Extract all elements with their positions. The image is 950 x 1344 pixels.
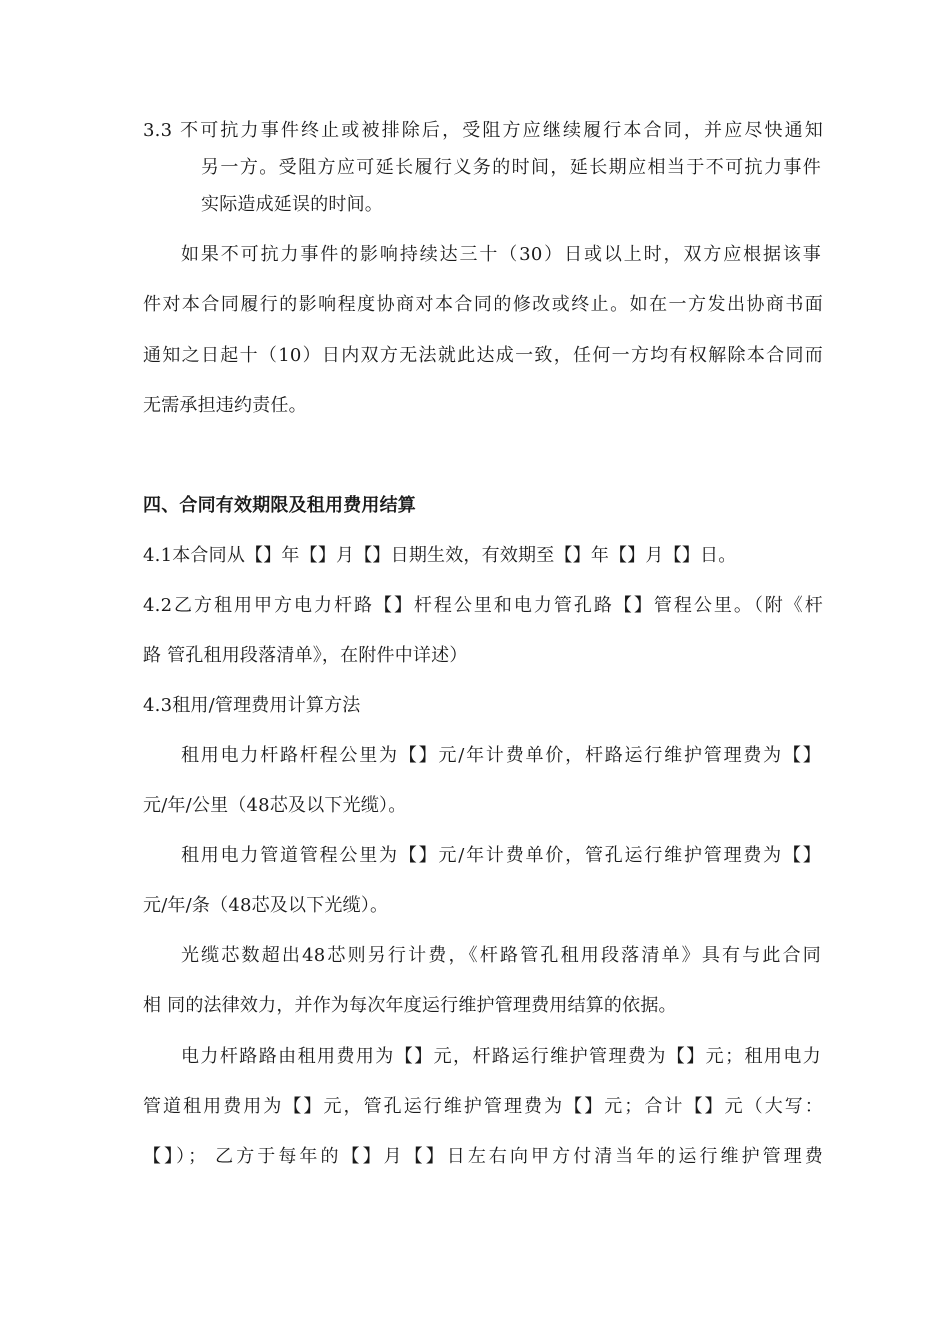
pole-rental-line-1: 租用电力杆路杆程公里为【】元/年计费单价，杆路运行维护管理费为【】	[181, 745, 821, 766]
cable-cores-line-1: 光缆芯数超出48芯则另行计费，《杆路管孔租用段落清单》具有与此合同	[181, 945, 821, 966]
total-fees-line-2: 管道租用费用为【】元，管孔运行维护管理费为【】元；合计【】元（大写：	[143, 1096, 823, 1117]
total-fees-line-1: 电力杆路路由租用费用为【】元，杆路运行维护管理费为【】元；租用电力	[181, 1046, 821, 1067]
clause-3-3-line-2: 另一方。受阻方应可延长履行义务的时间，延长期应相当于不可抗力事件	[201, 157, 821, 178]
force-majeure-para-line-4: 无需承担违约责任。	[143, 395, 307, 416]
total-fees-line-3: 【】）； 乙方于每年的【】月【】日左右向甲方付清当年的运行维护管理费	[143, 1146, 823, 1167]
duct-rental-line-2: 元/年/条（48芯及以下光缆）。	[143, 895, 389, 916]
force-majeure-para-line-2: 件对本合同履行的影响程度协商对本合同的修改或终止。如在一方发出协商书面	[143, 294, 823, 315]
force-majeure-para-line-3: 通知之日起十（10）日内双方无法就此达成一致，任何一方均有权解除本合同而	[143, 345, 823, 366]
clause-4-3: 4.3租用/管理费用计算方法	[143, 695, 361, 716]
section-4-heading: 四、合同有效期限及租用费用结算	[143, 495, 416, 516]
pole-rental-line-2: 元/年/公里（48芯及以下光缆）。	[143, 795, 407, 816]
clause-4-2-line-1: 4.2乙方租用甲方电力杆路【】杆程公里和电力管孔路【】管程公里。（附《杆	[143, 595, 823, 616]
clause-3-3-line-3: 实际造成延误的时间。	[201, 194, 383, 215]
clause-4-1: 4.1本合同从【】年【】月【】日期生效，有效期至【】年【】月【】日。	[143, 545, 737, 566]
clause-4-2-line-2: 路 管孔租用段落清单》，在附件中详述）	[143, 645, 468, 666]
cable-cores-line-2: 相 同的法律效力，并作为每次年度运行维护管理费用结算的依据。	[143, 995, 677, 1016]
duct-rental-line-1: 租用电力管道管程公里为【】元/年计费单价，管孔运行维护管理费为【】	[181, 845, 821, 866]
clause-3-3-line-1: 3.3 不可抗力事件终止或被排除后，受阻方应继续履行本合同，并应尽快通知	[143, 120, 823, 141]
force-majeure-para-line-1: 如果不可抗力事件的影响持续达三十（30）日或以上时，双方应根据该事	[181, 244, 821, 265]
